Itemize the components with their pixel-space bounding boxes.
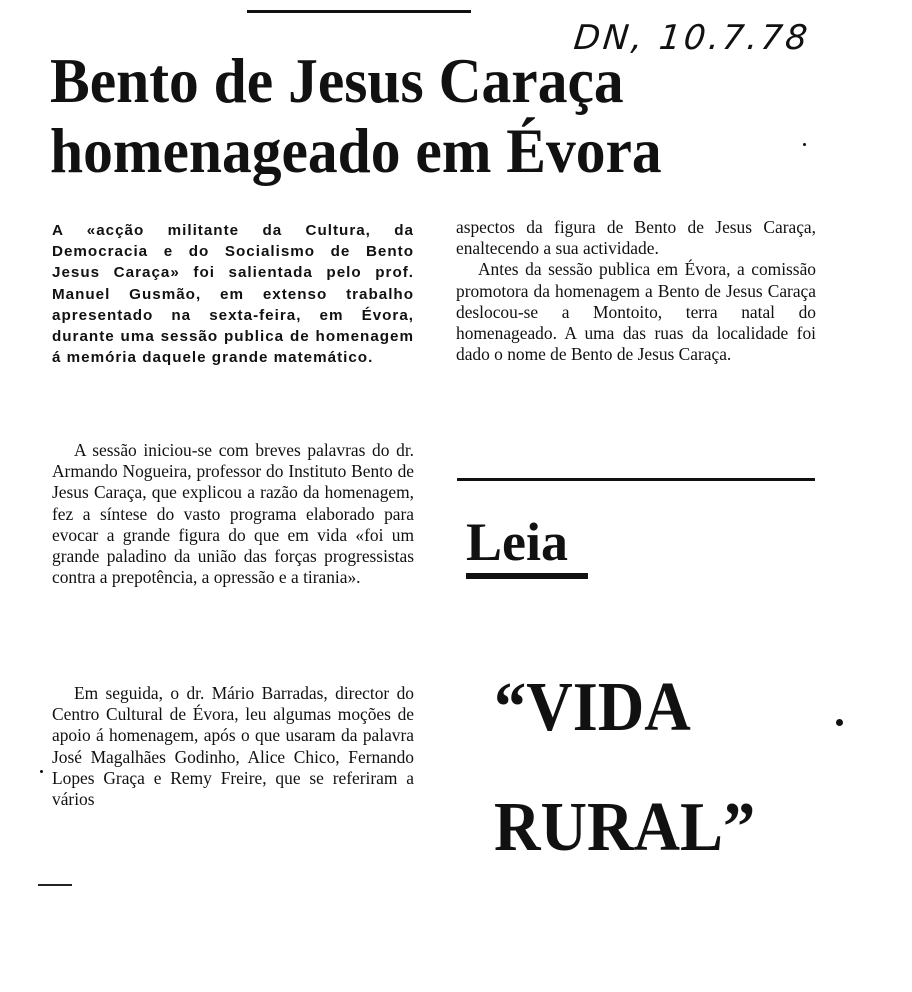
- article-body-column-right: [456, 217, 816, 365]
- article-lead: [52, 220, 414, 368]
- top-rule-divider: [247, 10, 471, 13]
- column-divider-rule: [457, 478, 815, 481]
- article-headline: [50, 46, 662, 186]
- headline-line-1: Bento de Jesus Caraça: [50, 45, 624, 116]
- print-speck: [836, 719, 843, 726]
- print-speck: [40, 770, 43, 773]
- article-body-column-left-1: [52, 440, 414, 588]
- handwritten-date-annotation: DN, 10.7.78: [571, 18, 813, 58]
- print-mark: [38, 884, 72, 886]
- body-paragraph-2-continuation: aspectos da figura de Bento de Jesus Caraça, enaltecendo a sua actividade.: [456, 217, 816, 259]
- ad-title-line-2: RURAL”: [494, 789, 756, 866]
- kicker-underline: [466, 573, 588, 579]
- print-speck: [803, 143, 806, 146]
- body-paragraph-2-start: Em seguida, o dr. Mário Barradas, director do Centro Cultural de Évora, leu algumas moções de apoio á homenagem, após o que usaram da palavra José Magalhães Godinho, Alice Chico, Fernando Lopes Graça e Remy Freire, que se referiram a vários: [52, 683, 414, 810]
- ad-title-line-1: “VIDA: [494, 669, 691, 746]
- advertisement-title: [494, 648, 755, 888]
- advertisement-kicker: Leia: [466, 512, 568, 572]
- article-body-column-left-2: [52, 683, 414, 810]
- body-paragraph-3: Antes da sessão publica em Évora, a comissão promotora da homenagem a Bento de Jesus Caraça deslocou-se a Montoito, terra natal do homenageado. A uma das ruas da localidade foi dado o nome de Bento de Jesus Caraça.: [456, 259, 816, 365]
- body-paragraph-1: A sessão iniciou-se com breves palavras do dr. Armando Nogueira, professor do Instituto Bento de Jesus Caraça, que explicou a razão da homenagem, fez a síntese do vasto programa elaborado para evocar a grande figura do que em vida «foi um grande paladino da união das forças progressistas contra a prepotência, a opressão e a tirania».: [52, 440, 414, 588]
- headline-line-2: homenageado em Évora: [50, 115, 662, 186]
- lead-paragraph: A «acção militante da Cultura, da Democracia e do Socialismo de Bento Jesus Caraça» foi salientada pelo prof. Manuel Gusmão, em extenso trabalho apresentado na sexta-feira, em Évora, durante uma sessão publica de homenagem á memória daquele grande matemático.: [52, 222, 414, 367]
